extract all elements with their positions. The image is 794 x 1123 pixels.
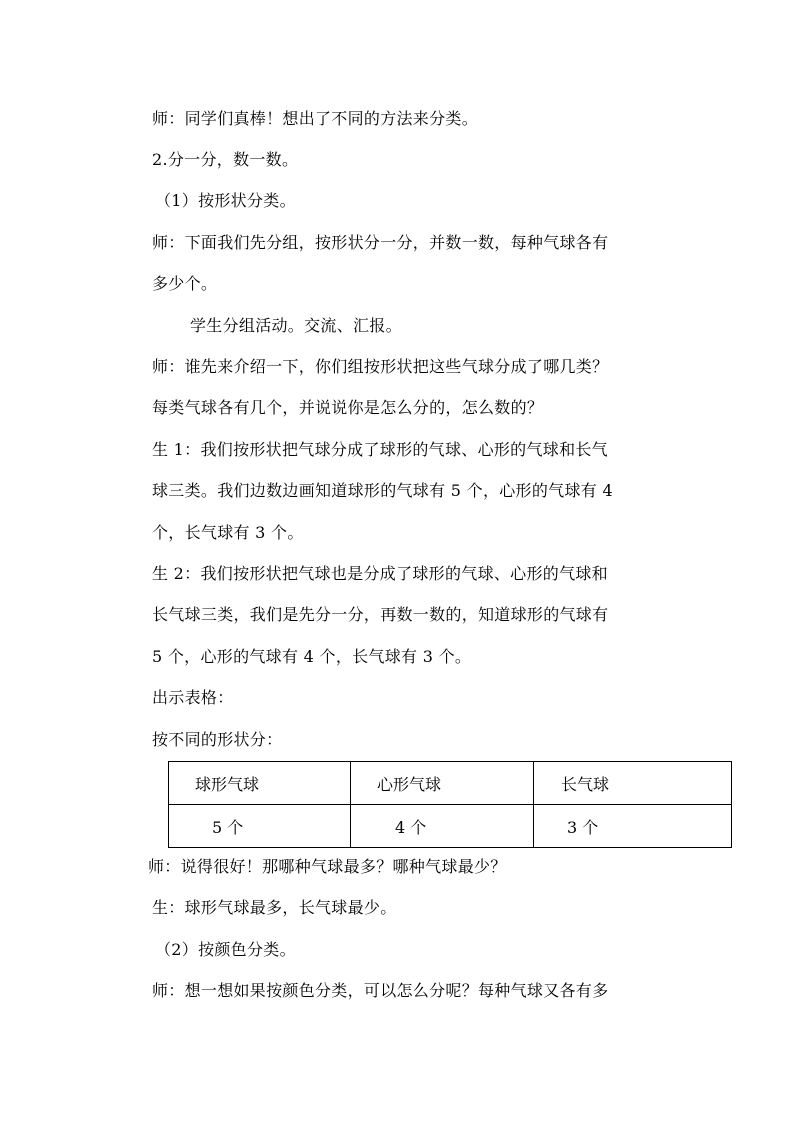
paragraph-student-activity: 学生分组活动。交流、汇报。 — [190, 316, 402, 335]
paragraph-student2-2: 长气球三类，我们是先分一分，再数一数的，知道球形的气球有 — [152, 605, 609, 624]
table-cell: 5 个 — [169, 805, 351, 848]
paragraph-teacher-followup: 师：说得很好！那哪种气球最多？哪种气球最少？ — [148, 857, 507, 876]
section-heading-2: 2.分一分，数一数。 — [152, 150, 299, 169]
paragraph-teacher-instruction-1: 师：下面我们先分组，按形状分一分，并数一数，每种气球各有 — [152, 233, 609, 252]
table-header-row — [169, 762, 732, 805]
paragraph-student2-3: 5 个，心形的气球有 4 个，长气球有 3 个。 — [152, 647, 472, 666]
paragraph-student1-3: 个，长气球有 3 个。 — [152, 523, 304, 542]
table-cell: 4 个 — [351, 805, 534, 848]
paragraph-teacher-question-1: 师：谁先来介绍一下，你们组按形状把这些气球分成了哪几类？ — [152, 357, 609, 376]
paragraph-teacher-praise: 师：同学们真棒！想出了不同的方法来分类。 — [152, 109, 479, 128]
table-header-cell: 球形气球 — [169, 762, 351, 805]
paragraph-teacher-question-2: 每类气球各有几个，并说说你是怎么分的，怎么数的？ — [152, 398, 544, 417]
table-header-cell: 心形气球 — [351, 762, 534, 805]
paragraph-teacher-instruction-2: 多少个。 — [152, 274, 218, 293]
paragraph-student2-1: 生 2：我们按形状把气球也是分成了球形的气球、心形的气球和 — [152, 564, 608, 583]
paragraph-student1-1: 生 1：我们按形状把气球分成了球形的气球、心形的气球和长气 — [152, 440, 608, 459]
paragraph-teacher-color-question: 师：想一想如果按颜色分类，可以怎么分呢？每种气球又各有多 — [152, 981, 609, 1000]
paragraph-show-table: 出示表格： — [152, 688, 234, 707]
subsection-heading-shape: （1）按形状分类。 — [155, 191, 296, 210]
subsection-heading-color: （2）按颜色分类。 — [155, 940, 296, 959]
table-cell: 3 个 — [534, 805, 732, 848]
paragraph-student-answer: 生：球形气球最多，长气球最少。 — [152, 898, 397, 917]
table-header-cell: 长气球 — [534, 762, 732, 805]
paragraph-student1-2: 球三类。我们边数边画知道球形的气球有 5 个，心形的气球有 4 — [152, 481, 613, 500]
paragraph-by-shape: 按不同的形状分： — [152, 730, 283, 749]
table-row — [169, 805, 732, 848]
shape-count-table — [168, 761, 732, 848]
